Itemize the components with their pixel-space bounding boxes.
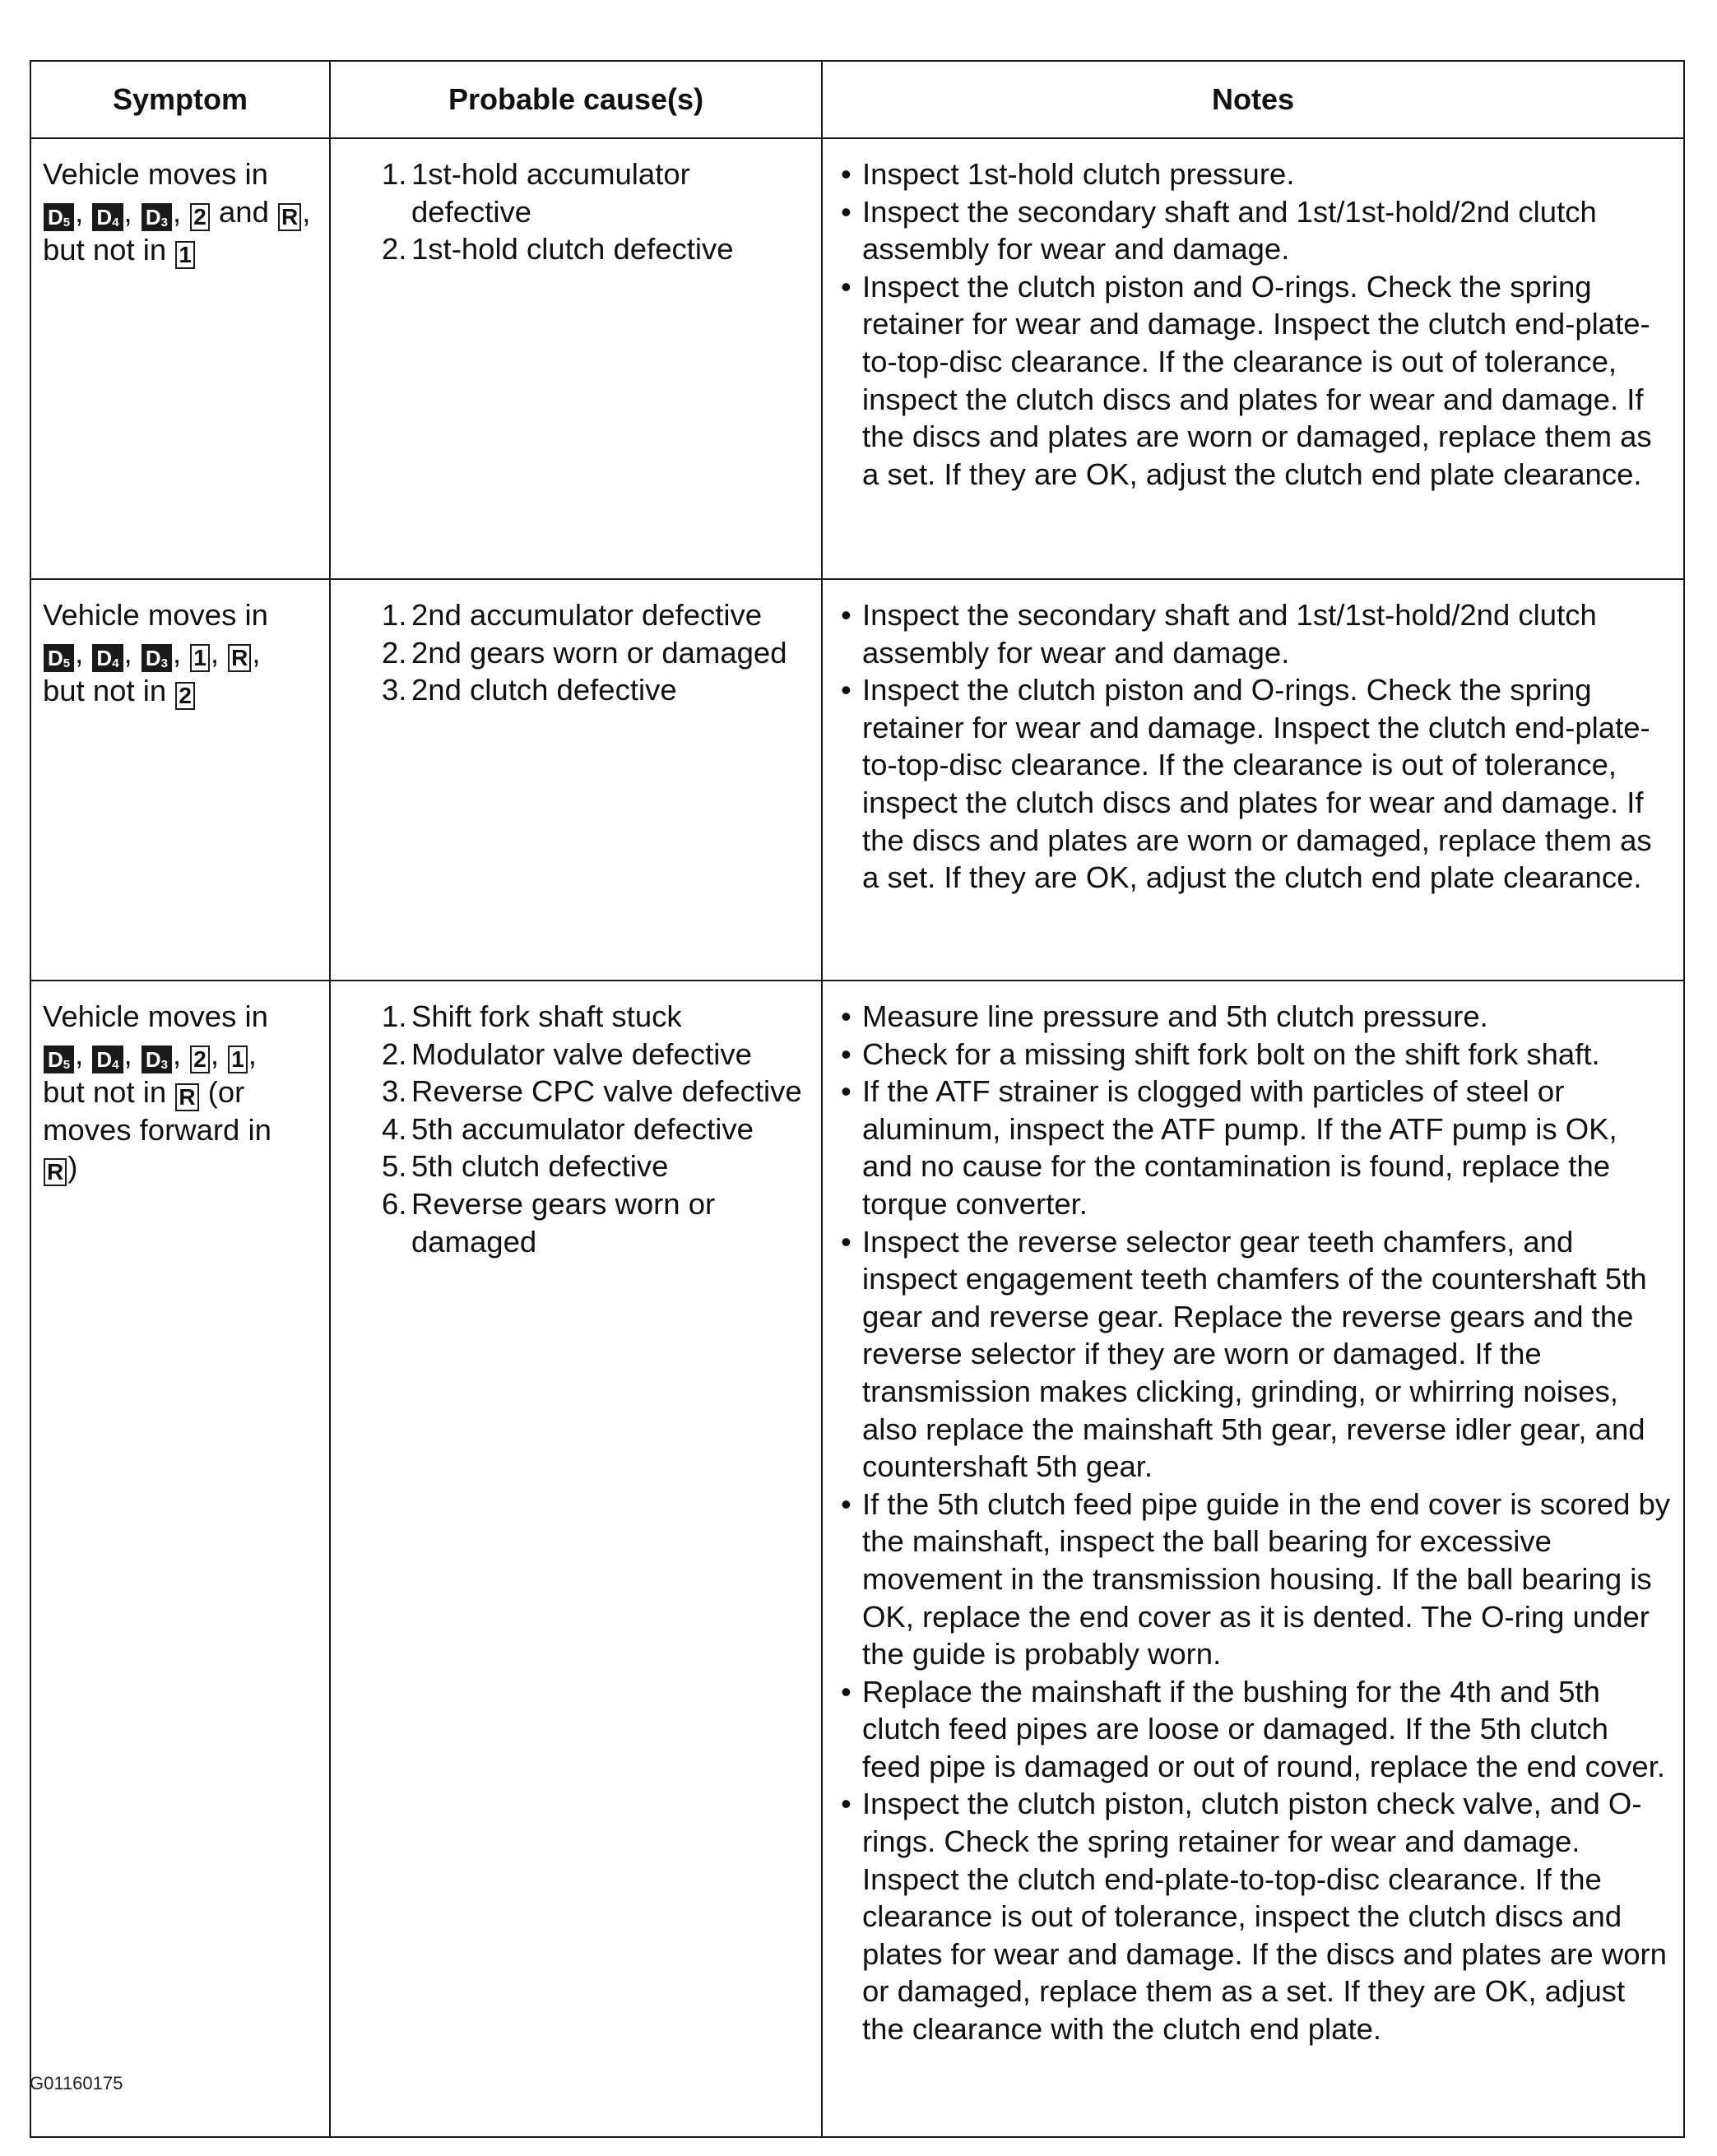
notes-list — [838, 596, 1675, 897]
cause-number: 1. — [382, 999, 407, 1033]
gear-2-icon: 2 — [190, 203, 210, 231]
gear-2-icon: 2 — [190, 1046, 210, 1073]
symptom-header: Symptom — [30, 61, 330, 138]
cause-text: 5th clutch defective — [411, 1149, 669, 1184]
gear-r-icon: R — [175, 1083, 198, 1111]
note-item: • Inspect the secondary shaft and 1st/1st-hold/2nd clutch assembly for wear and damage. — [838, 193, 1675, 268]
list-item — [352, 155, 814, 230]
symptom-suffix: but not in R (or moves forward in R ) — [43, 1074, 271, 1185]
table-row — [30, 579, 1684, 981]
note-item: • Inspect the clutch piston, clutch piston check valve, and O-rings. Check the spring retainer for wear and damage. Inspect the clutch end-plate-to-top-disc clearance. If the clearance is out of tolerance, inspect the clutch discs and plates for wear and damage. If the discs and plates are worn or damaged, replace them as a set. If they are OK, adjust the clearance with the clutch end plate. — [838, 1785, 1675, 2047]
list-item — [352, 596, 814, 634]
list-item — [352, 1148, 814, 1185]
gear-r-icon: R — [44, 1158, 67, 1186]
list-item — [352, 634, 814, 672]
cause-number: 4. — [382, 1111, 407, 1146]
symptom-cell — [30, 579, 330, 981]
cause-number: 3. — [382, 1074, 407, 1109]
symptom-suffix: but not in 2 — [43, 674, 196, 707]
note-item: • Inspect the secondary shaft and 1st/1st-hold/2nd clutch assembly for wear and damage. — [838, 596, 1675, 671]
table-row — [30, 981, 1684, 2137]
gear-positions: $D_5$ , $D_4$ , $D_3$ , 2 and R , — [43, 195, 310, 229]
cause-text: 1st-hold accumulator defective — [411, 157, 690, 229]
cause-text: Reverse gears worn or damaged — [411, 1186, 716, 1259]
gear-1-icon: 1 — [190, 644, 210, 672]
notes-header: Notes — [822, 61, 1684, 138]
note-item: • Measure line pressure and 5th clutch pressure. — [838, 998, 1675, 1036]
gear-positions: $D_5$ , $D_4$ , $D_3$ , 2 , 1 , — [43, 1037, 257, 1071]
symptom-text — [43, 596, 321, 710]
cause-text: Modulator valve defective — [411, 1036, 752, 1071]
probable-cause-header: Probable cause(s) — [330, 61, 822, 138]
troubleshooting-table — [30, 60, 1685, 2138]
note-item: • Inspect the reverse selector gear teeth chamfers, and inspect engagement teeth chamfers of the countershaft 5th gear and reverse gear. Replace the reverse gears and the reverse selector if they are worn or damaged. If the transmission makes clicking, grinding, or whirring noises, also replace the mainshaft 5th gear, reverse idler gear, and countershaft 5th gear. — [838, 1223, 1675, 1486]
notes-cell — [822, 138, 1684, 579]
list-item — [352, 1185, 814, 1260]
note-item: • Inspect 1st-hold clutch pressure. — [838, 155, 1675, 193]
note-item: • If the ATF strainer is clogged with particles of steel or aluminum, inspect the ATF pump. If the ATF pump is OK, and no cause for the contamination is found, replace the torque converter. — [838, 1073, 1675, 1222]
notes-list — [838, 998, 1675, 2048]
gear-d3-icon: $D_3$ — [142, 644, 172, 672]
cause-list — [352, 998, 814, 1260]
cause-cell — [330, 138, 822, 579]
cause-number: 1. — [382, 157, 407, 191]
list-item — [352, 1073, 814, 1110]
header-row — [30, 61, 1684, 138]
cause-number: 5. — [382, 1149, 407, 1184]
cause-cell — [330, 981, 822, 2137]
list-item — [352, 998, 814, 1036]
symptom-text — [43, 998, 321, 1186]
gear-d5-icon: $D_5$ — [44, 1046, 74, 1073]
note-item: • Inspect the clutch piston and O-rings. Check the spring retainer for wear and damage. Inspect the clutch end-plate-to-top-disc clearance. If the clearance is out of tolerance, inspect the clutch discs and plates for wear and damage. If the discs and plates are worn or damaged, replace them as a set. If they are OK, adjust the clutch end plate clearance. — [838, 671, 1675, 897]
cause-text: Shift fork shaft stuck — [411, 999, 682, 1033]
gear-r-icon: R — [228, 644, 251, 672]
cause-list — [352, 155, 814, 268]
symptom-suffix: but not in 1 — [43, 233, 196, 267]
list-item — [352, 1036, 814, 1073]
cause-number: 6. — [382, 1186, 407, 1221]
cause-text: 5th accumulator defective — [411, 1111, 754, 1146]
cause-number: 3. — [382, 673, 407, 707]
cause-text: 2nd accumulator defective — [411, 598, 763, 632]
note-item: • Check for a missing shift fork bolt on the shift fork shaft. — [838, 1036, 1675, 1073]
gear-2-icon: 2 — [175, 682, 195, 710]
list-item — [352, 1110, 814, 1148]
list-item — [352, 230, 814, 268]
cause-text: Reverse CPC valve defective — [411, 1074, 802, 1109]
symptom-prefix: Vehicle moves in — [43, 157, 268, 191]
gear-1-icon: 1 — [175, 241, 195, 269]
cause-text: 2nd gears worn or damaged — [411, 635, 787, 670]
cause-text: 1st-hold clutch defective — [411, 232, 734, 267]
note-item: • Inspect the clutch piston and O-rings. Check the spring retainer for wear and damage. Inspect the clutch end-plate-to-top-disc clearance. If the clearance is out of tolerance, inspect the clutch discs and plates for wear and damage. If the discs and plates are worn or damaged, replace them as a set. If they are OK, adjust the clutch end plate clearance. — [838, 268, 1675, 494]
cause-number: 2. — [382, 232, 407, 267]
gear-d4-icon: $D_4$ — [92, 203, 123, 231]
note-item: • If the 5th clutch feed pipe guide in the end cover is scored by the mainshaft, inspect the ball bearing for excessive movement in the transmission housing. If the ball bearing is OK, replace the end cover as it is dented. The O-ring under the guide is probably worn. — [838, 1486, 1675, 1673]
gear-d3-icon: $D_3$ — [142, 1046, 172, 1073]
gear-positions: $D_5$ , $D_4$ , $D_3$ , 1 , R , — [43, 636, 261, 670]
gear-d5-icon: $D_5$ — [44, 644, 74, 672]
notes-cell — [822, 981, 1684, 2137]
cause-list — [352, 596, 814, 709]
cause-number: 1. — [382, 598, 407, 632]
gear-d5-icon: $D_5$ — [44, 203, 74, 231]
symptom-cell — [30, 138, 330, 579]
notes-cell — [822, 579, 1684, 981]
symptom-prefix: Vehicle moves in — [43, 999, 268, 1033]
notes-list — [838, 155, 1675, 493]
cause-text: 2nd clutch defective — [411, 673, 677, 707]
figure-code: G01160175 — [30, 2073, 123, 2093]
gear-d4-icon: $D_4$ — [92, 644, 123, 672]
cause-number: 2. — [382, 635, 407, 670]
note-item: • Replace the mainshaft if the bushing for the 4th and 5th clutch feed pipes are loose or damaged. If the 5th clutch feed pipe is damaged or out of round, replace the end cover. — [838, 1673, 1675, 1786]
table-row — [30, 138, 1684, 579]
symptom-text — [43, 155, 321, 269]
symptom-cell — [30, 981, 330, 2137]
gear-r-icon: R — [278, 203, 301, 231]
gear-1-icon: 1 — [228, 1046, 248, 1073]
symptom-prefix: Vehicle moves in — [43, 598, 268, 632]
cause-number: 2. — [382, 1036, 407, 1071]
gear-d4-icon: $D_4$ — [92, 1046, 123, 1073]
cause-cell — [330, 579, 822, 981]
gear-d3-icon: $D_3$ — [142, 203, 172, 231]
list-item — [352, 671, 814, 709]
